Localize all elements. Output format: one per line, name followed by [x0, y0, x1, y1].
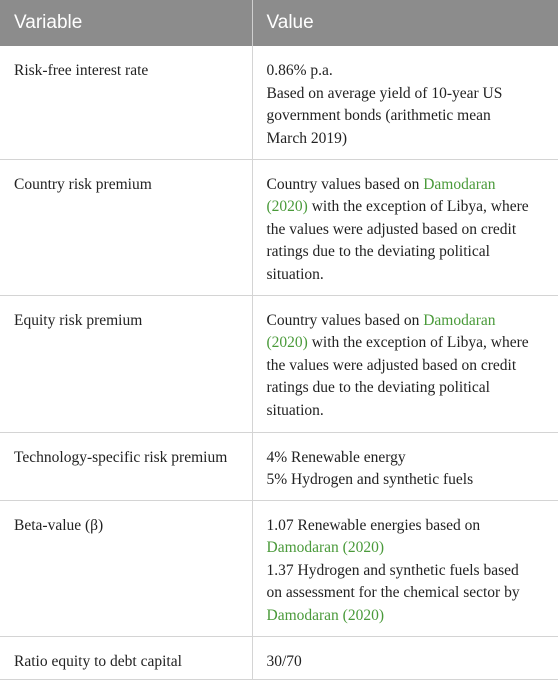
- value-cell: [252, 432, 558, 500]
- citation-link[interactable]: Damodaran: [423, 311, 496, 329]
- table-row: [0, 46, 558, 159]
- variable-cell: Technology-specific risk premium: [0, 432, 252, 500]
- value-line: 5% Hydrogen and synthetic fuels: [266, 471, 474, 488]
- value-line: situation.: [266, 265, 324, 283]
- value-text: with the exception of Libya, where: [307, 334, 529, 351]
- table-row: [0, 432, 558, 500]
- value-line: 1.07 Renewable energies based on: [266, 516, 481, 534]
- citation-link[interactable]: (2020): [266, 334, 308, 351]
- variable-cell: Beta-value (β): [0, 500, 252, 636]
- citation-link[interactable]: Damodaran: [423, 175, 496, 193]
- value-cell: [252, 295, 558, 432]
- value-line: ratings due to the deviating political: [266, 243, 490, 260]
- variable-cell: Ratio equity to debt capital: [0, 636, 252, 679]
- value-line: [267, 310, 547, 333]
- variable-cell: Country risk premium: [0, 159, 252, 295]
- header-variable: Variable: [0, 0, 252, 46]
- value-line: 1.37 Hydrogen and synthetic fuels based: [266, 561, 519, 579]
- value-line: 0.86% p.a.: [266, 62, 333, 79]
- citation-link[interactable]: Damodaran (2020): [266, 606, 384, 624]
- value-cell: [252, 500, 558, 636]
- value-line: [267, 174, 547, 197]
- value-line: the values were adjusted based on credit: [266, 356, 517, 374]
- value-cell: [252, 46, 558, 159]
- variable-cell: Risk-free interest rate: [0, 46, 252, 159]
- value-line: on assessment for the chemical sector by: [266, 584, 520, 601]
- citation-link[interactable]: (2020): [266, 198, 308, 215]
- citation-link[interactable]: Damodaran (2020): [266, 539, 384, 556]
- variable-cell: Equity risk premium: [0, 295, 252, 432]
- value-cell: 30/70: [252, 636, 558, 679]
- value-line: March 2019): [266, 129, 347, 147]
- table-row: [0, 500, 558, 636]
- value-line: the values were adjusted based on credit: [266, 220, 517, 238]
- table-row: [0, 159, 558, 295]
- value-line: situation.: [266, 401, 324, 419]
- value-line: ratings due to the deviating political: [266, 379, 490, 396]
- value-text: with the exception of Libya, where: [307, 198, 529, 215]
- value-line: 4% Renewable energy: [266, 448, 406, 466]
- table-row: [0, 636, 558, 679]
- header-value: Value: [252, 0, 558, 46]
- table-row: [0, 295, 558, 432]
- value-line: [267, 196, 547, 219]
- value-text: Country values based on: [266, 175, 424, 193]
- value-line: government bonds (arithmetic mean: [266, 107, 491, 124]
- header-row: [0, 0, 558, 46]
- value-text: Country values based on: [266, 311, 424, 329]
- value-line: [267, 332, 547, 355]
- value-cell: [252, 159, 558, 295]
- value-line: Based on average yield of 10-year US: [266, 84, 503, 102]
